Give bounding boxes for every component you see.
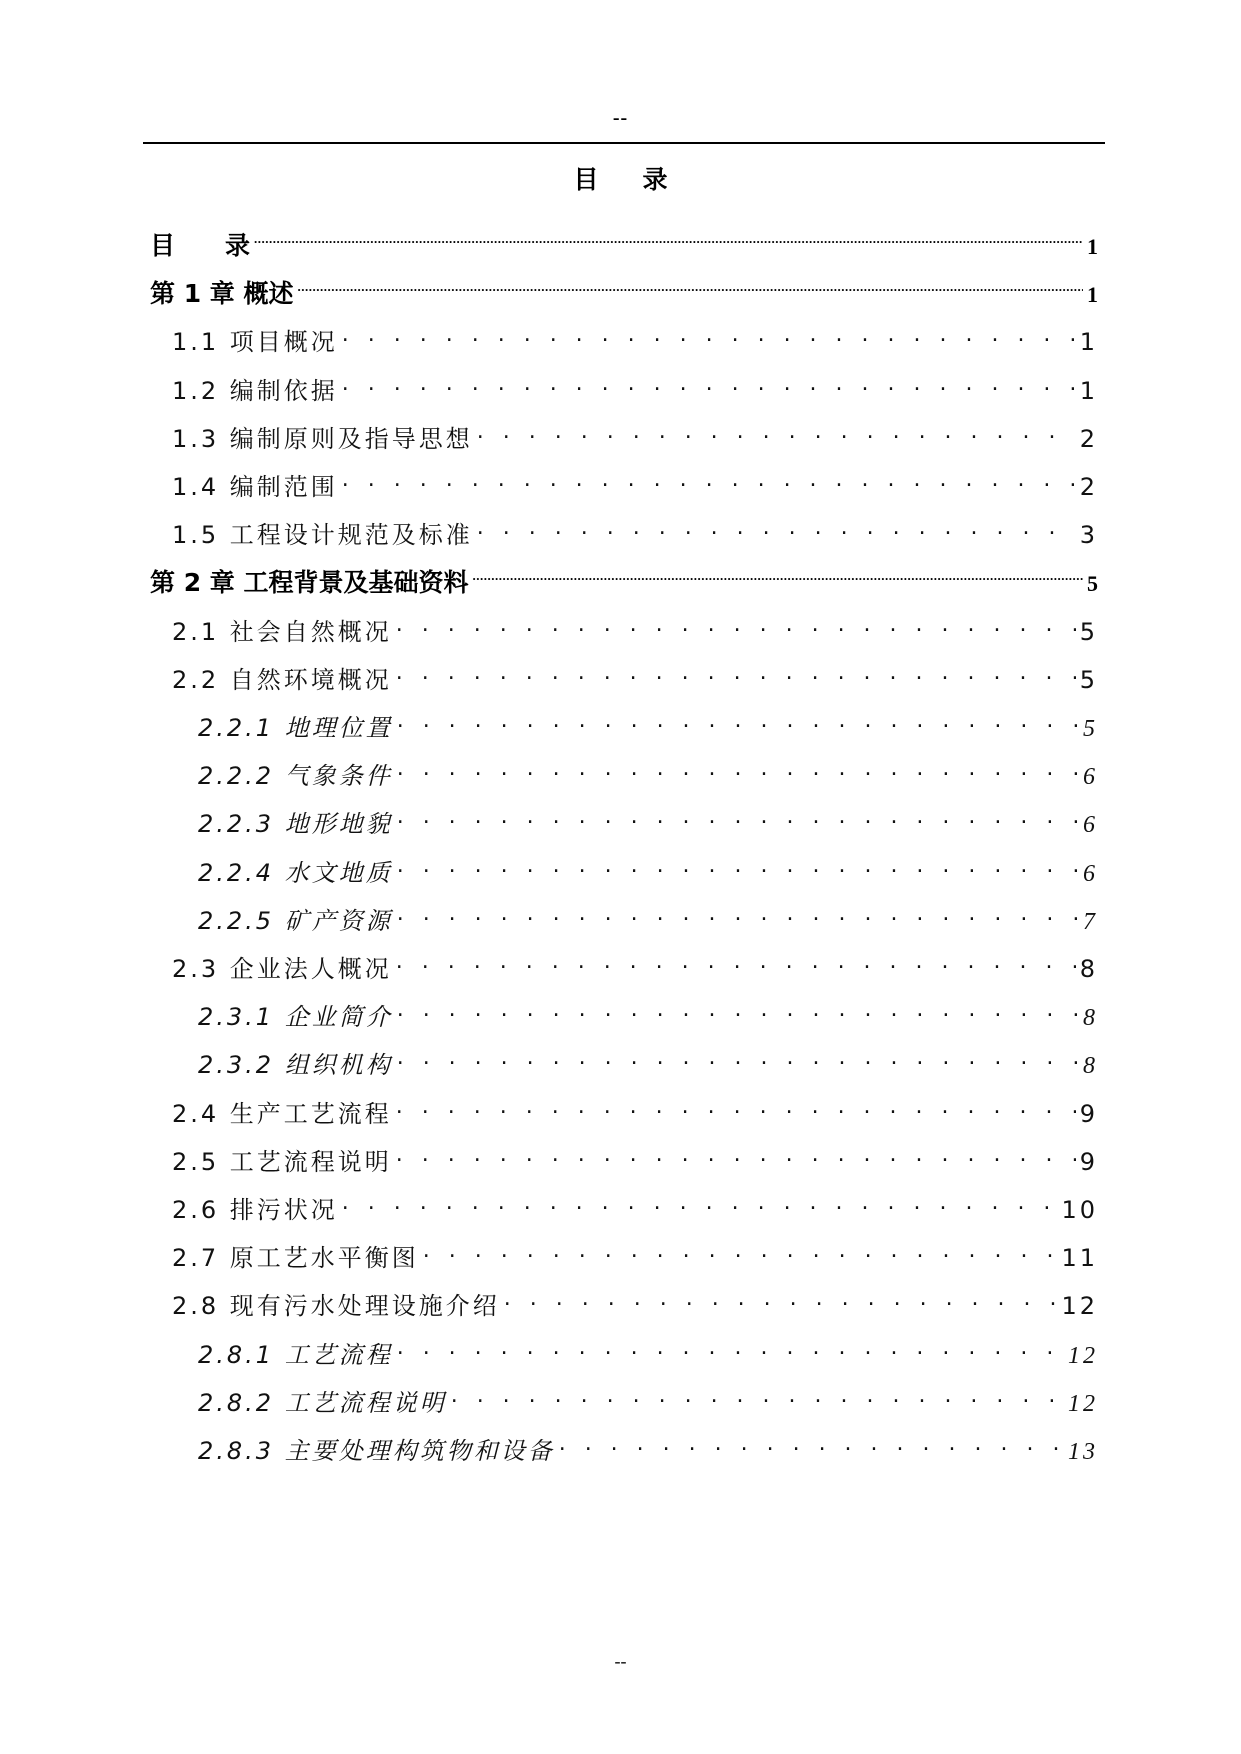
toc-entry-label: 2.5 工艺流程说明: [172, 1148, 392, 1176]
toc-entry[interactable]: [172, 1226, 1098, 1272]
toc-entry-label: 目 录: [150, 231, 251, 260]
toc-entry-page-number: 8: [1083, 1053, 1098, 1079]
toc-entry[interactable]: [198, 696, 1098, 742]
toc-entry-page-number: 9: [1079, 1100, 1098, 1128]
toc-entry-page-number: 12: [1068, 1343, 1098, 1369]
toc-entry[interactable]: [172, 455, 1098, 501]
toc-entry[interactable]: [198, 792, 1098, 838]
toc-entry-label: 2.3 企业法人概况: [172, 955, 392, 983]
toc-entry-label: 2.2.2 气象条件: [198, 762, 393, 790]
toc-entry-page-number: 1: [1079, 377, 1098, 405]
toc-entry[interactable]: [198, 1323, 1098, 1369]
toc-dot-leader: [397, 696, 1079, 736]
toc-entry-label: 1.2 编制依据: [172, 377, 338, 405]
toc-entry[interactable]: [172, 937, 1098, 983]
toc-entry-page-number: 12: [1061, 1292, 1098, 1320]
toc-entry-label: 2.2.3 地形地貌: [198, 810, 393, 838]
toc-entry-label: 2.8.2 工艺流程说明: [198, 1389, 447, 1417]
page-header-mark: --: [612, 107, 629, 129]
toc-entry-page-number: 6: [1083, 764, 1098, 790]
toc-dot-leader: [397, 792, 1079, 832]
toc-dot-leader: [477, 503, 1076, 543]
toc-dot-leader: [254, 214, 1083, 254]
toc-dot-leader: [396, 1082, 1076, 1122]
toc-entry-page-number: 8: [1079, 955, 1098, 983]
toc-entry-label: 1.5 工程设计规范及标准: [172, 521, 473, 549]
toc-entry-page-number: 13: [1068, 1439, 1098, 1465]
toc-entry[interactable]: [172, 310, 1098, 356]
toc-dot-leader: [397, 841, 1079, 881]
toc-entry-label: 2.2 自然环境概况: [172, 666, 392, 694]
toc-entry[interactable]: [198, 841, 1098, 887]
toc-entry-label: 2.2.5 矿产资源: [198, 907, 393, 935]
toc-entry-page-number: 5: [1083, 716, 1098, 742]
toc-entry[interactable]: [172, 503, 1098, 549]
toc-entry-label: 第 1 章 概述: [150, 279, 294, 308]
toc-dot-leader: [397, 889, 1079, 929]
toc-entry-label: 第 2 章 工程背景及基础资料: [150, 568, 469, 597]
toc-dot-leader: [397, 744, 1079, 784]
toc-entry[interactable]: [198, 1033, 1098, 1079]
toc-entry-page-number: 3: [1079, 521, 1098, 549]
toc-entry-page-number: 10: [1061, 1196, 1098, 1224]
toc-dot-leader: [504, 1274, 1058, 1314]
toc-entry-page-number: 7: [1083, 909, 1098, 935]
toc-entry[interactable]: [150, 214, 1098, 260]
toc-entry-page-number: 1: [1087, 234, 1098, 259]
toc-dot-leader: [396, 648, 1076, 688]
toc-entry-label: 2.4 生产工艺流程: [172, 1100, 392, 1128]
toc-entry-label: 2.6 排污状况: [172, 1196, 338, 1224]
toc-entry[interactable]: [150, 551, 1098, 597]
toc-entry-page-number: 2: [1079, 473, 1098, 501]
toc-entry[interactable]: [172, 1178, 1098, 1224]
toc-dot-leader: [396, 1130, 1076, 1170]
toc-title-text: 目录: [573, 165, 712, 194]
toc-entry-label: 1.1 项目概况: [172, 328, 338, 356]
toc-entry-label: 2.8 现有污水处理设施介绍: [172, 1292, 500, 1320]
toc-dot-leader: [396, 600, 1076, 640]
toc-entry-page-number: 1: [1079, 328, 1098, 356]
toc-dot-leader: [342, 310, 1076, 350]
toc-entry[interactable]: [198, 1371, 1098, 1417]
toc-dot-leader: [298, 262, 1083, 302]
toc-dot-leader: [342, 359, 1076, 399]
toc-entry[interactable]: [172, 648, 1098, 694]
toc-dot-leader: [477, 407, 1076, 447]
toc-entry-label: 1.3 编制原则及指导思想: [172, 425, 473, 453]
toc-dot-leader: [397, 985, 1079, 1025]
toc-entry-label: 2.8.1 工艺流程: [198, 1341, 393, 1369]
toc-entry[interactable]: [150, 262, 1098, 308]
toc-entry[interactable]: [172, 600, 1098, 646]
toc-entry-page-number: 5: [1079, 618, 1098, 646]
toc-entry-page-number: 8: [1083, 1005, 1098, 1031]
page-footer-mark: --: [614, 1651, 627, 1671]
toc-entry[interactable]: [172, 1274, 1098, 1320]
toc-entry-label: 2.3.2 组织机构: [198, 1051, 393, 1079]
toc-entry[interactable]: [198, 889, 1098, 935]
toc-entry-label: 1.4 编制范围: [172, 473, 338, 501]
toc-entry[interactable]: [198, 1419, 1098, 1465]
toc-entry-label: 2.2.4 水文地质: [198, 859, 393, 887]
toc-dot-leader: [396, 937, 1076, 977]
toc-entry[interactable]: [198, 985, 1098, 1031]
toc-entry-label: 2.1 社会自然概况: [172, 618, 392, 646]
toc-dot-leader: [397, 1033, 1079, 1073]
toc-dot-leader: [342, 455, 1076, 495]
toc-entry-page-number: 6: [1083, 812, 1098, 838]
toc-dot-leader: [451, 1371, 1064, 1411]
toc-entry-page-number: 5: [1087, 571, 1098, 596]
toc-dot-leader: [423, 1226, 1058, 1266]
toc-entry-page-number: 2: [1079, 425, 1098, 453]
toc-entry-page-number: 11: [1061, 1244, 1098, 1272]
toc-entry[interactable]: [172, 359, 1098, 405]
toc-entry[interactable]: [172, 1130, 1098, 1176]
toc-entry-label: 2.3.1 企业简介: [198, 1003, 393, 1031]
toc-entry[interactable]: [172, 407, 1098, 453]
toc-entry-page-number: 9: [1079, 1148, 1098, 1176]
toc-entry[interactable]: [172, 1082, 1098, 1128]
toc-dot-leader: [342, 1178, 1058, 1218]
toc-dot-leader: [397, 1323, 1064, 1363]
toc-entry-label: 2.8.3 主要处理构筑物和设备: [198, 1437, 555, 1465]
toc-dot-leader: [559, 1419, 1064, 1459]
toc-entry-page-number: 5: [1079, 666, 1098, 694]
toc-entry-page-number: 1: [1087, 282, 1098, 307]
toc-entry-label: 2.7 原工艺水平衡图: [172, 1244, 419, 1272]
toc-dot-leader: [473, 551, 1083, 591]
toc-entry-page-number: 6: [1083, 861, 1098, 887]
toc-entry[interactable]: [198, 744, 1098, 790]
toc-entry-page-number: 12: [1068, 1391, 1098, 1417]
toc-entry-label: 2.2.1 地理位置: [198, 714, 393, 742]
